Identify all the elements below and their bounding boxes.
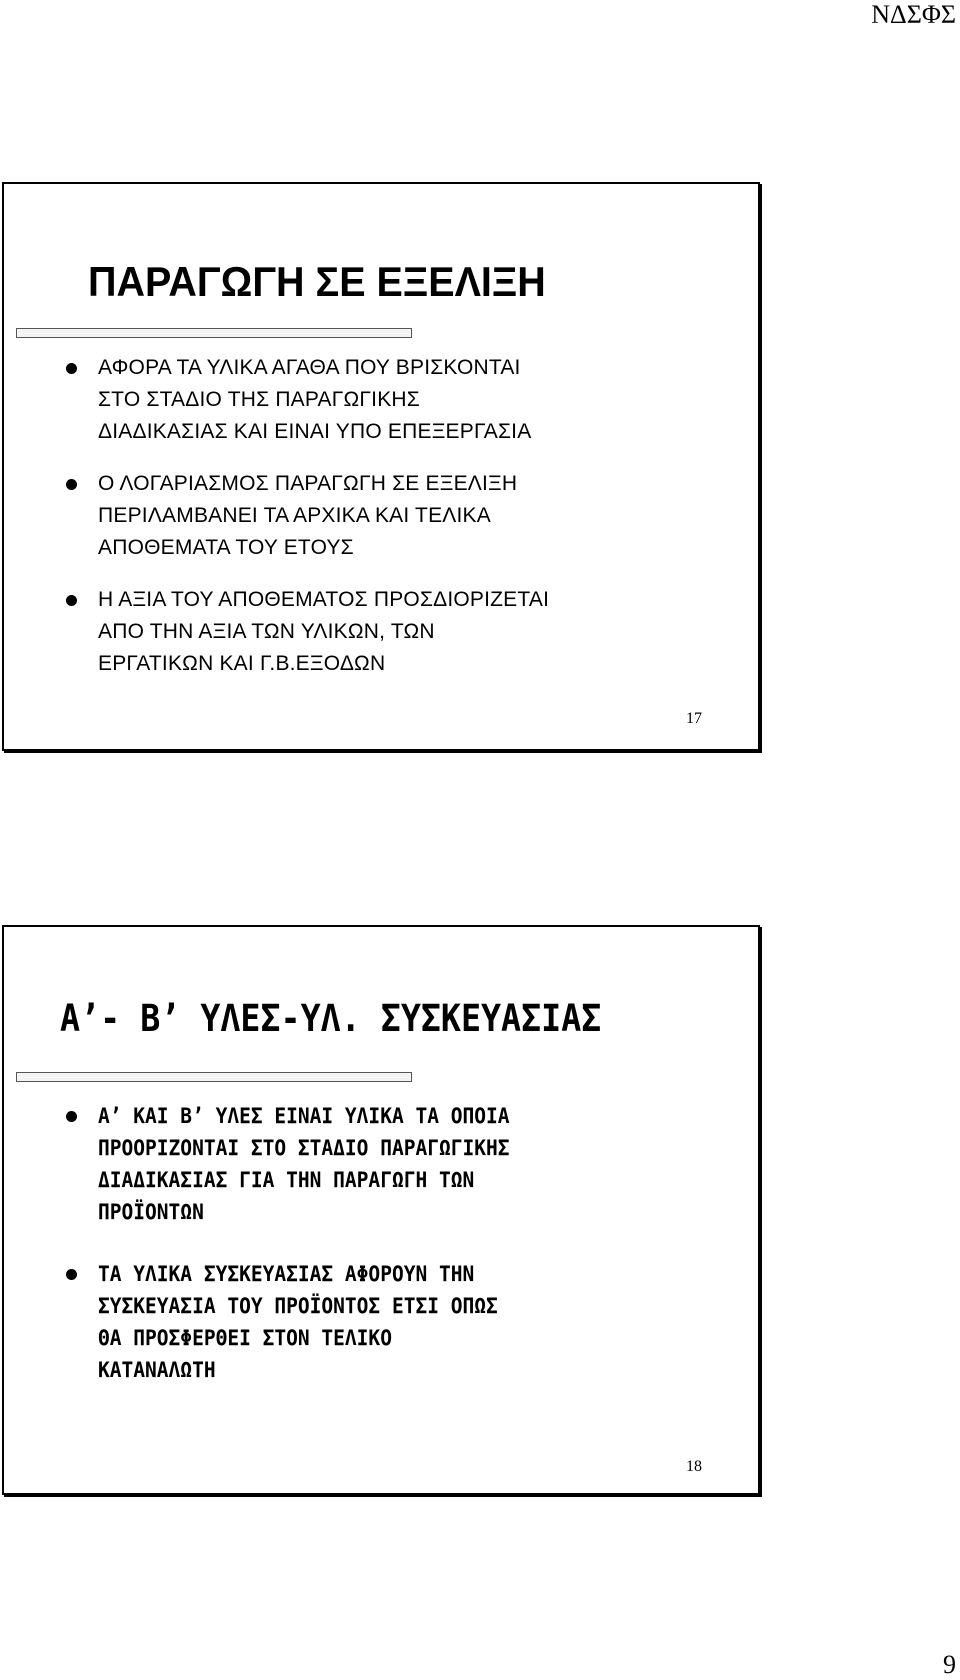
list-item [66, 468, 756, 564]
bullet-icon [66, 1269, 77, 1280]
slide-number: 17 [686, 710, 702, 727]
slide-title: ΠΑΡΑΓΩΓΗ ΣΕ ΕΞΕΛΙΞΗ [88, 258, 546, 305]
bullet-icon [66, 363, 77, 374]
slide-title: Α’- Β’ ΥΛΕΣ-ΥΛ. ΣΥΣΚΕΥΑΣΙΑΣ [60, 997, 602, 1040]
list-item [66, 352, 756, 448]
bullet-text: Ο ΛΟΓΑΡΙΑΣΜΟΣ ΠΑΡΑΓΩΓΗ ΣΕ ΕΞΕΛΙΞΗ ΠΕΡΙΛΑΜΒΑΝΕΙ ΤΑ ΑΡΧΙΚΑ ΚΑΙ ΤΕΛΙΚΑ ΑΠΟΘΕΜΑΤΑ ΤΟΥ ΕΤΟΥΣ [98, 472, 518, 559]
slide-17 [2, 182, 760, 751]
page-number: 9 [943, 1650, 956, 1679]
list-item [66, 1258, 756, 1386]
slide-18 [2, 925, 760, 1495]
title-underline-bar [16, 328, 412, 338]
bullet-icon [66, 1111, 77, 1122]
slide-number: 18 [686, 1458, 702, 1475]
list-item [66, 1100, 756, 1228]
bullet-icon [66, 479, 77, 490]
bullet-icon [66, 595, 77, 606]
bullet-text: Α’ ΚΑΙ Β’ ΥΛΕΣ ΕΙΝΑΙ ΥΛΙΚΑ ΤΑ ΟΠΟΙΑ ΠΡΟΟΡΙΖΟΝΤΑΙ ΣΤΟ ΣΤΑΔΙΟ ΠΑΡΑΓΩΓΙΚΗΣ ΔΙΑΔΙΚΑΣΙΑΣ ΓΙΑ ΤΗΝ ΠΑΡΑΓΩΓΗ ΤΩΝ ΠΡΟΪΟΝΤΩΝ [98, 1104, 510, 1224]
bullet-list [66, 1100, 756, 1416]
title-underline-bar [16, 1072, 412, 1082]
bullet-text: ΑΦΟΡΑ ΤΑ ΥΛΙΚΑ ΑΓΑΘΑ ΠΟΥ ΒΡΙΣΚΟΝΤΑΙ ΣΤΟ ΣΤΑΔΙΟ ΤΗΣ ΠΑΡΑΓΩΓΙΚΗΣ ΔΙΑΔΙΚΑΣΙΑΣ ΚΑΙ ΕΙΝΑΙ ΥΠΟ ΕΠΕΞΕΡΓΑΣΙΑ [98, 356, 532, 443]
bullet-list [66, 352, 756, 700]
bullet-text: ΤΑ ΥΛΙΚΑ ΣΥΣΚΕΥΑΣΙΑΣ ΑΦΟΡΟΥΝ ΤΗΝ ΣΥΣΚΕΥΑΣΙΑ ΤΟΥ ΠΡΟΪΟΝΤΟΣ ΕΤΣΙ ΟΠΩΣ ΘΑ ΠΡΟΣΦΕΡΘΕΙ ΣΤΟΝ ΤΕΛΙΚΟ ΚΑΤΑΝΑΛΩΤΗ [98, 1262, 498, 1382]
document-header-label: ΝΔΣΦΣ [871, 0, 956, 29]
bullet-text: Η ΑΞΙΑ ΤΟΥ ΑΠΟΘΕΜΑΤΟΣ ΠΡΟΣΔΙΟΡΙΖΕΤΑΙ ΑΠΟ ΤΗΝ ΑΞΙΑ ΤΩΝ ΥΛΙΚΩΝ, ΤΩΝ ΕΡΓΑΤΙΚΩΝ ΚΑΙ Γ.Β.ΕΞΟΔΩΝ [98, 588, 550, 675]
list-item [66, 584, 756, 680]
